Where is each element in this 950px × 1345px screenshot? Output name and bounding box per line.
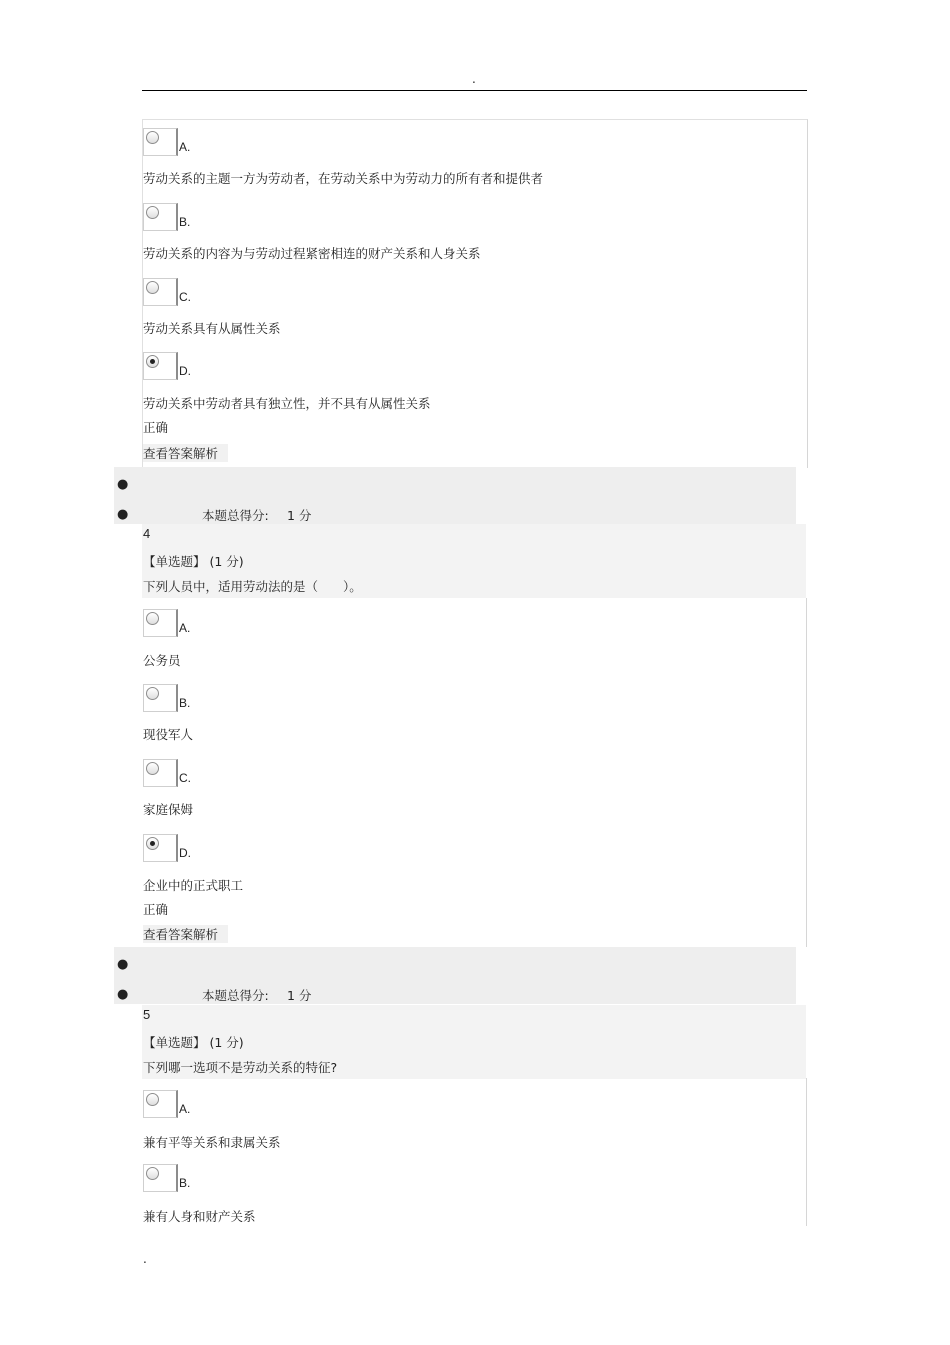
q3-option-d-text: 劳动关系中劳动者具有独立性，并不具有从属性关系 — [143, 396, 431, 411]
option-letter: C. — [179, 771, 191, 785]
score-value: 1 分 — [287, 508, 312, 523]
q3-result: 正确 — [143, 420, 169, 435]
q3-view-analysis-link[interactable]: 查看答案解析 — [143, 444, 228, 462]
radio-icon[interactable] — [146, 762, 159, 775]
q3-score-bar — [114, 467, 796, 524]
question-number: 4 — [143, 526, 151, 541]
radio-box[interactable] — [143, 352, 178, 380]
radio-checked-icon[interactable] — [146, 837, 159, 850]
q4-option-a-text: 公务员 — [143, 653, 181, 668]
bullet-icon: ● — [117, 987, 129, 1002]
q4-option-c-text: 家庭保姆 — [143, 802, 194, 817]
question-4-header — [142, 524, 806, 598]
score-value: 1 分 — [287, 988, 312, 1003]
radio-icon[interactable] — [146, 206, 159, 219]
radio-box[interactable] — [143, 1090, 178, 1118]
bullet-icon: ● — [117, 957, 129, 972]
q5-option-b-text: 兼有人身和财产关系 — [143, 1209, 256, 1224]
option-letter: A. — [179, 621, 191, 635]
radio-icon[interactable] — [146, 1167, 159, 1180]
question-5-header — [142, 1005, 806, 1079]
header-mark: . — [472, 72, 476, 86]
radio-box[interactable] — [143, 684, 178, 712]
option-letter: A. — [179, 1102, 191, 1116]
option-letter: B. — [179, 1176, 191, 1190]
question-type: 【单选题】 (1 分) — [143, 554, 244, 569]
radio-icon[interactable] — [146, 612, 159, 625]
question-number: 5 — [143, 1007, 151, 1022]
q3-option-a-text: 劳动关系的主题一方为劳动者，在劳动关系中为劳动力的所有者和提供者 — [143, 171, 544, 186]
radio-icon[interactable] — [146, 281, 159, 294]
question-type: 【单选题】 (1 分) — [143, 1035, 244, 1050]
option-letter: D. — [179, 364, 191, 378]
q4-result: 正确 — [143, 902, 169, 917]
option-letter: A. — [179, 140, 191, 154]
q3-option-b-text: 劳动关系的内容为与劳动过程紧密相连的财产关系和人身关系 — [143, 246, 481, 261]
q5-option-a-text: 兼有平等关系和隶属关系 — [143, 1135, 281, 1150]
q4-option-d-text: 企业中的正式职工 — [143, 878, 244, 893]
option-letter: C. — [179, 290, 191, 304]
bullet-icon: ● — [117, 507, 129, 522]
score-label: 本题总得分: — [202, 988, 269, 1003]
radio-box[interactable] — [143, 759, 178, 787]
q3-option-c-text: 劳动关系具有从属性关系 — [143, 321, 281, 336]
q4-option-b-text: 现役军人 — [143, 727, 194, 742]
question-4-panel — [142, 598, 807, 947]
q4-view-analysis-link[interactable]: 查看答案解析 — [143, 925, 228, 943]
radio-icon[interactable] — [146, 1093, 159, 1106]
option-letter: D. — [179, 846, 191, 860]
radio-box[interactable] — [143, 128, 178, 156]
option-letter: B. — [179, 215, 191, 229]
radio-box[interactable] — [143, 203, 178, 231]
score-label: 本题总得分: — [202, 508, 269, 523]
radio-box[interactable] — [143, 278, 178, 306]
question-text: 下列人员中，适用劳动法的是（ ）。 — [143, 579, 362, 594]
radio-icon[interactable] — [146, 131, 159, 144]
radio-box[interactable] — [143, 609, 178, 637]
radio-icon[interactable] — [146, 687, 159, 700]
radio-box[interactable] — [143, 834, 178, 862]
option-letter: B. — [179, 696, 191, 710]
header-rule — [142, 90, 807, 91]
question-text: 下列哪一选项不是劳动关系的特征? — [143, 1060, 338, 1075]
q4-score-bar — [114, 947, 796, 1004]
radio-checked-icon[interactable] — [146, 355, 159, 368]
question-5-panel — [142, 1078, 807, 1226]
bullet-icon: ● — [117, 477, 129, 492]
radio-box[interactable] — [143, 1164, 178, 1192]
footer-mark: . — [143, 1252, 147, 1266]
